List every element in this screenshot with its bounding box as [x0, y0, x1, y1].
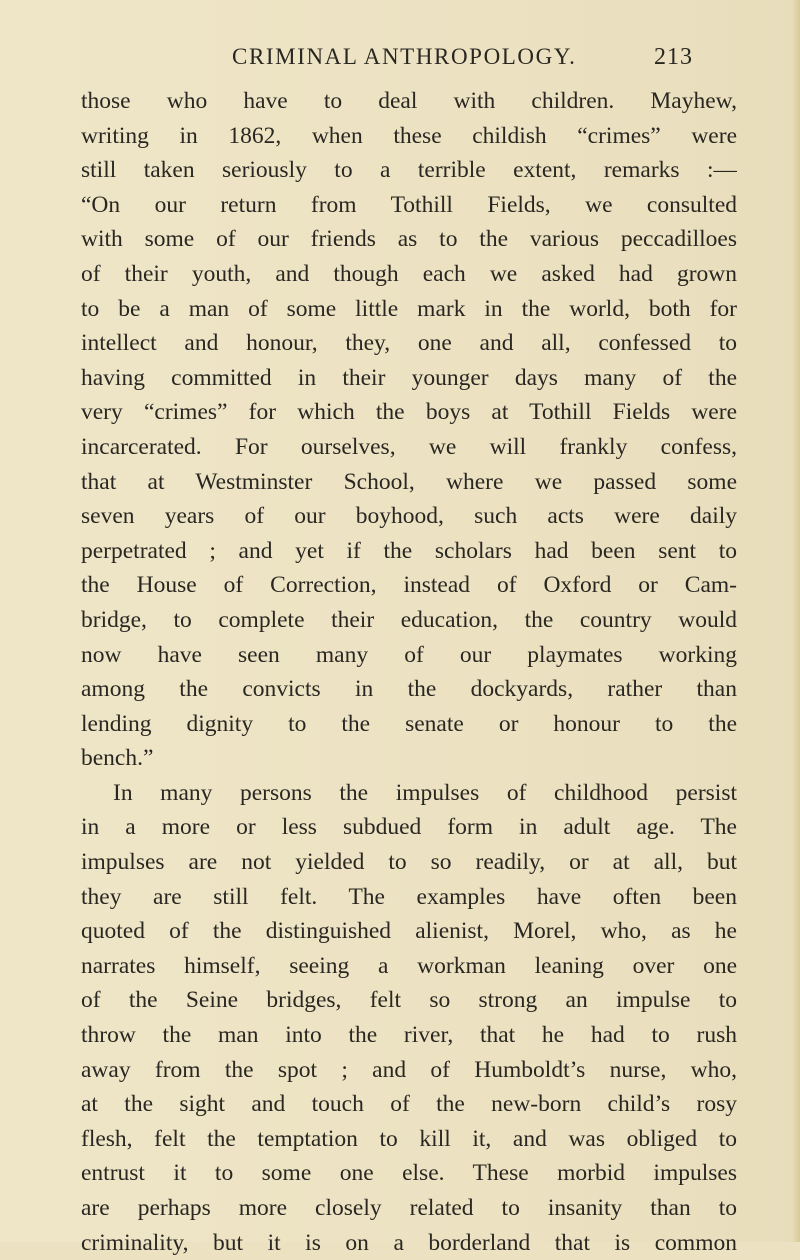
text-line: of the Seine bridges, felt so strong an impulse to: [81, 987, 737, 1014]
text-line: with some of our friends as to the various peccadilloes: [81, 226, 737, 253]
text-line: away from the spot ; and of Humboldt’s nurse, who,: [81, 1056, 737, 1083]
text-line: bridge, to complete their education, the country would: [81, 606, 737, 633]
text-line: perpetrated ; and yet if the scholars had been sent to: [81, 537, 737, 564]
running-head: [0, 44, 800, 84]
page-edge-shadow: [792, 0, 800, 1242]
text-line: incarcerated. For ourselves, we will frankly confess,: [81, 433, 737, 460]
text-line: still taken seriously to a terrible extent, remarks :—: [81, 157, 737, 184]
text-line: flesh, felt the temptation to kill it, and was obliged to: [81, 1125, 737, 1152]
text-line: seven years of our boyhood, such acts were daily: [81, 503, 737, 530]
text-line: throw the man into the river, that he had to rush: [81, 1022, 737, 1049]
text-line: in a more or less subdued form in adult age. The: [81, 814, 737, 841]
text-line: lending dignity to the senate or honour to the: [81, 710, 737, 737]
text-line: among the convicts in the dockyards, rather than: [81, 676, 737, 703]
text-line-paragraph-start: In many persons the impulses of childhood persist: [113, 779, 737, 806]
text-line: those who have to deal with children. Mayhew,: [81, 88, 737, 114]
text-line: writing in 1862, when these childish “crimes” were: [81, 122, 737, 149]
text-line: entrust it to some one else. These morbid impulses: [81, 1160, 737, 1187]
text-line: that at Westminster School, where we passed some: [81, 468, 737, 495]
text-line: quoted of the distinguished alienist, Morel, who, as he: [81, 918, 737, 945]
page-number: 213: [654, 44, 693, 70]
text-line: at the sight and touch of the new-born child’s rosy: [81, 1091, 737, 1118]
running-title: CRIMINAL ANTHROPOLOGY.: [232, 44, 577, 69]
text-line: now have seen many of our playmates working: [81, 641, 737, 668]
body-text: [81, 84, 737, 1260]
text-line: of their youth, and though each we asked had grown: [81, 260, 737, 287]
text-line: they are still felt. The examples have often been: [81, 883, 737, 910]
text-line-paragraph-end: bench.”: [81, 745, 154, 772]
text-line: criminality, but it is on a borderland that is common: [81, 1229, 737, 1256]
text-line: narrates himself, seeing a workman leaning over one: [81, 952, 737, 979]
text-line: very “crimes” for which the boys at Tothill Fields were: [81, 399, 737, 426]
text-line: to be a man of some little mark in the world, both for: [81, 295, 737, 322]
text-line: intellect and honour, they, one and all, confessed to: [81, 330, 737, 357]
text-line: “On our return from Tothill Fields, we consulted: [81, 191, 737, 218]
text-line: having committed in their younger days many of the: [81, 364, 737, 391]
text-line: are perhaps more closely related to insanity than to: [81, 1195, 737, 1221]
text-line: impulses are not yielded to so readily, or at all, but: [81, 849, 737, 876]
text-line: the House of Correction, instead of Oxford or Cam-: [81, 572, 737, 599]
